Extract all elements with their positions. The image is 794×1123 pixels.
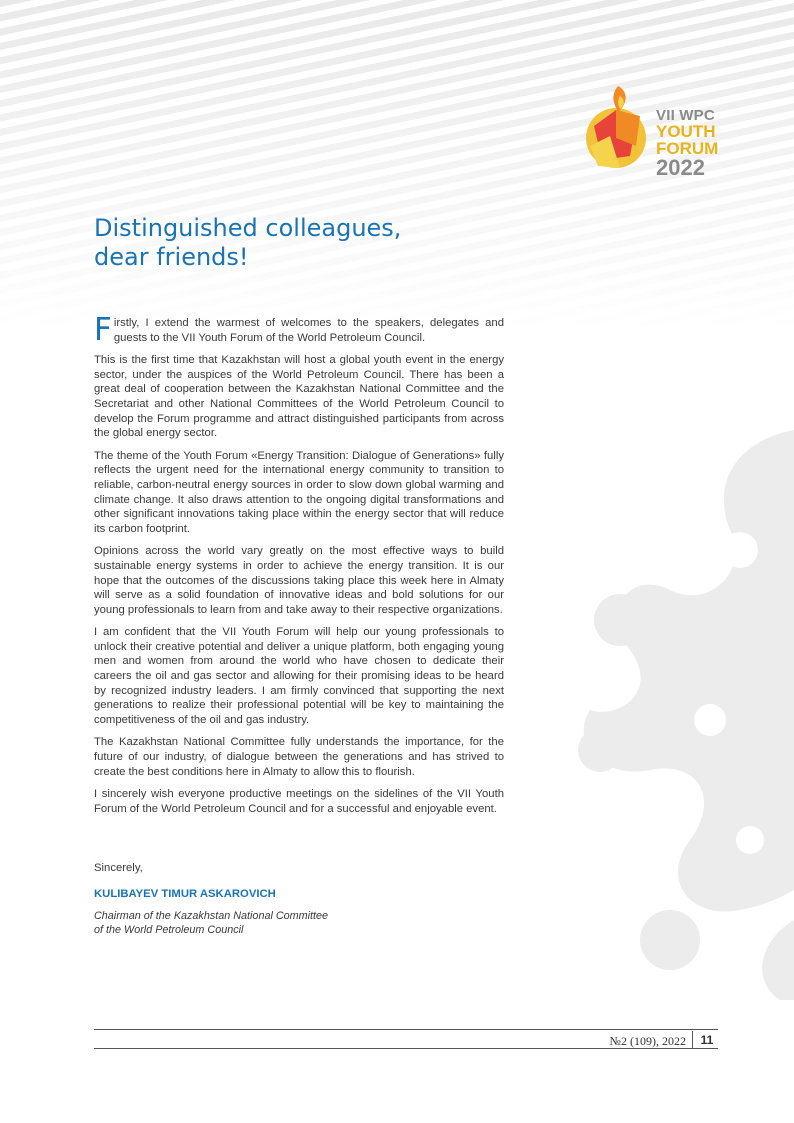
signer-role — [94, 910, 394, 937]
page-number: 11 — [700, 1033, 714, 1047]
logo-line-wpc: VII WPC — [656, 107, 715, 124]
logo-line-forum: FORUM — [656, 139, 719, 158]
paragraph-4: Opinions across the world vary greatly on the most effective ways to build sustainable energy systems in order to achieve the energy transition. It is our hope that the outcomes of the discussions taking place this week here in Almaty will serve as a solid foundation of innovative ideas and bold solutions for our young professionals to learn from and take away to their respective organizations. — [94, 545, 504, 616]
paragraph-5: I am confident that the VII Youth Forum will help our young professionals to unlock their creative potential and deliver a unique platform, both engaging young men and women from around the world who have chosen to dedicate their careers the oil and gas sector and allowing for their promising ideas to be heard by recognized industry leaders. I am firmly convinced that supporting the next generations to realize their professional potential will be key to maintaining the competitiveness of the oil and gas industry. — [94, 626, 504, 726]
signer-name: KULIBAYEV TIMUR ASKAROVICH — [94, 888, 276, 900]
letter-title — [94, 214, 514, 272]
paragraph-6: The Kazakhstan National Committee fully understands the importance, for the future of our industry, of dialogue between the generations and has strived to create the best conditions here in Almaty to allow this to flourish. — [94, 736, 504, 778]
title-line-2: dear friends! — [94, 243, 249, 271]
background-ornament — [560, 420, 794, 1000]
paragraph-3: The theme of the Youth Forum «Energy Transition: Dialogue of Generations» fully reflects the urgent need for the international energy community to transition to reliable, carbon-neutral energy sources in order to slow down global warming and climate change. It also draws attention to the ongoing digital transformations and other significant innovations taking place within the energy sector that will reduce its carbon footprint. — [94, 449, 504, 535]
signer-role-line-2: of the World Petroleum Council — [94, 923, 244, 936]
footer-separator — [692, 1031, 693, 1048]
paragraph-2: This is the first time that Kazakhstan will host a global youth event in the energy sector, under the auspices of the World Petroleum Council. There has been a great deal of cooperation between the Kazakhstan National Committee and the Secretariat and other National Committees of the World Petroleum Council to develop the Forum programme and attract distinguished participants from across the global energy sector. — [94, 354, 504, 440]
title-line-1: Distinguished colleagues, — [94, 214, 402, 242]
logo-line-youth: YOUTH — [656, 122, 716, 141]
drop-cap: F — [94, 312, 112, 348]
paragraph-1 — [94, 312, 504, 348]
footer-rule-top — [94, 1029, 718, 1030]
signoff: Sincerely, — [94, 862, 143, 874]
issue-number: №2 (109), 2022 — [609, 1034, 686, 1048]
paragraph-7: I sincerely wish everyone productive meetings on the sidelines of the VII Youth Forum of the World Petroleum Council and for a successful and enjoyable event. — [94, 788, 504, 815]
letter-body — [94, 312, 504, 824]
logo-wordmark — [656, 108, 718, 179]
paragraph-1-text: irstly, I extend the warmest of welcomes to the speakers, delegates and guests to the VII Youth Forum of the World Petroleum Council. — [113, 317, 504, 344]
signer-role-line-1: Chairman of the Kazakhstan National Committee — [94, 910, 329, 922]
logo-line-year: 2022 — [656, 155, 705, 180]
